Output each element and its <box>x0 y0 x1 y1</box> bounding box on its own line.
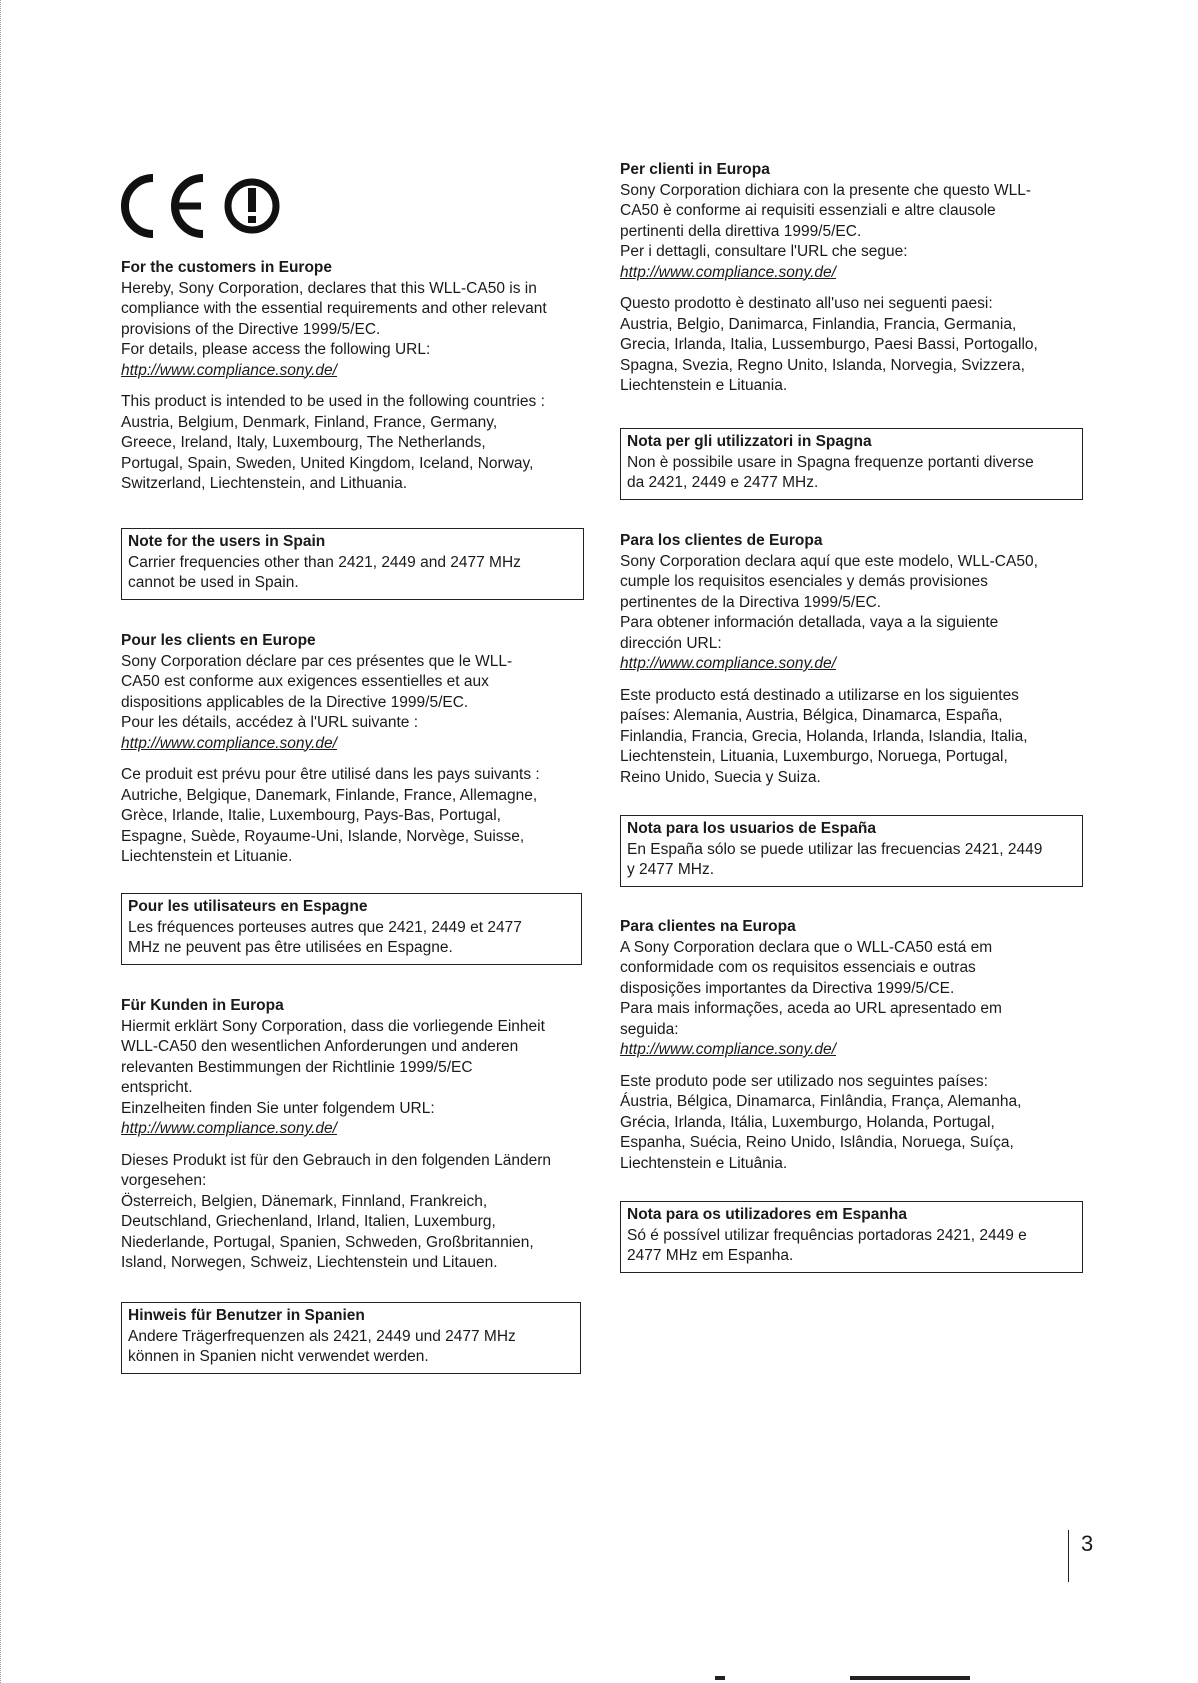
note-line: En España sólo se puede utilizar las frecuencias 2421, 2449 <box>627 840 1043 858</box>
body-line: relevanten Bestimmungen der Richtlinie 1999/5/EC <box>121 1058 473 1076</box>
countries-line: This product is intended to be used in the following countries : <box>121 393 545 410</box>
note-box-french <box>121 893 582 965</box>
note-line: cannot be used in Spain. <box>128 574 299 591</box>
countries-line: Liechtenstein e Lituânia. <box>620 1154 788 1172</box>
section-portuguese <box>620 917 1090 1174</box>
compliance-marks <box>121 170 291 247</box>
body-line: Per i dettagli, consultare l'URL che segue: <box>620 243 908 260</box>
countries-line: países: Alemania, Austria, Bélgica, Dinamarca, España, <box>620 707 1003 724</box>
countries-line: Liechtenstein, Lituania, Luxemburgo, Noruega, Portugal, <box>620 748 1008 765</box>
countries-line: vorgesehen: <box>121 1172 207 1189</box>
section-heading: Pour les clients en Europe <box>121 632 316 649</box>
note-box-italian <box>620 428 1083 500</box>
countries-line: Áustria, Bélgica, Dinamarca, Finlândia, França, Alemanha, <box>620 1093 1022 1110</box>
note-title: Nota para os utilizadores em Espanha <box>627 1206 907 1223</box>
note-line: Andere Trägerfrequenzen als 2421, 2449 und 2477 MHz <box>128 1327 516 1345</box>
note-box-spanish <box>620 815 1083 887</box>
compliance-url: http://www.compliance.sony.de/ <box>121 361 337 379</box>
body-line: Einzelheiten finden Sie unter folgendem URL: <box>121 1099 435 1117</box>
page-number: 3 <box>1068 1530 1093 1582</box>
countries-line: Grécia, Irlanda, Itália, Luxemburgo, Holanda, Portugal, <box>620 1113 995 1131</box>
countries-line: Este producto está destinado a utilizarse en los siguientes <box>620 686 1019 704</box>
countries-line: Espanha, Suécia, Reino Unido, Islândia, Noruega, Suíça, <box>620 1134 1014 1151</box>
countries-line: Liechtenstein et Lituanie. <box>121 848 293 865</box>
body-line: Para mais informações, aceda ao URL apresentado em <box>620 1000 1002 1017</box>
countries-line: Niederlande, Portugal, Spanien, Schweden, Großbritannien, <box>121 1233 534 1251</box>
body-line: Para obtener información detallada, vaya a la siguiente <box>620 614 999 631</box>
body-line: For details, please access the following URL: <box>121 341 431 358</box>
scan-edge <box>0 0 3 1683</box>
countries-line: Island, Norwegen, Schweiz, Liechtenstein und Litauen. <box>121 1254 498 1271</box>
countries-line: Grecia, Irlanda, Italia, Lussemburgo, Paesi Bassi, Portogallo, <box>620 336 1038 353</box>
countries-line: Austria, Belgium, Denmark, Finland, France, Germany, <box>121 413 498 431</box>
alert-class-mark-icon <box>228 182 276 230</box>
body-line: conformidade com os requisitos essenciais e outras <box>620 959 976 976</box>
body-line: seguida: <box>620 1020 679 1038</box>
note-line: Non è possibile usare in Spagna frequenze portanti diverse <box>627 453 1034 471</box>
note-line: 2477 MHz em Espanha. <box>627 1247 794 1264</box>
note-title: Nota per gli utilizzatori in Spagna <box>627 433 872 450</box>
body-line: Sony Corporation dichiara con la presente che questo WLL- <box>620 181 1031 199</box>
countries-line: Questo prodotto è destinato all'uso nei seguenti paesi: <box>620 295 993 312</box>
ce-mark-icon <box>121 170 291 242</box>
countries-line: Austria, Belgio, Danimarca, Finlandia, Francia, Germania, <box>620 315 1017 333</box>
body-line: pertinenti della direttiva 1999/5/EC. <box>620 222 862 240</box>
section-italian <box>620 160 1090 397</box>
section-german <box>121 996 591 1274</box>
countries-line: Österreich, Belgien, Dänemark, Finnland, Frankreich, <box>121 1192 488 1210</box>
body-line: dispositions applicables de la Directive 1999/5/EC. <box>121 693 469 711</box>
body-line: disposições importantes da Directiva 1999/5/CE. <box>620 979 955 997</box>
note-title: Hinweis für Benutzer in Spanien <box>128 1307 365 1324</box>
body-line: WLL-CA50 den wesentlichen Anforderungen und anderen <box>121 1038 519 1055</box>
body-line: entspricht. <box>121 1079 193 1096</box>
countries-line: Finlandia, Francia, Grecia, Holanda, Irlanda, Islandia, Italia, <box>620 727 1028 745</box>
body-line: provisions of the Directive 1999/5/EC. <box>121 320 381 338</box>
countries-line: Spagna, Svezia, Regno Unito, Islanda, Norvegia, Svizzera, <box>620 356 1025 374</box>
print-registration-mark <box>850 1676 970 1680</box>
note-title: Note for the users in Spain <box>128 533 326 550</box>
countries-line: Este produto pode ser utilizado nos seguintes países: <box>620 1072 988 1090</box>
body-line: dirección URL: <box>620 634 722 652</box>
note-title: Pour les utilisateurs en Espagne <box>128 898 368 915</box>
countries-line: Portugal, Spain, Sweden, United Kingdom, Iceland, Norway, <box>121 454 534 472</box>
compliance-url: http://www.compliance.sony.de/ <box>620 263 836 281</box>
note-line: MHz ne peuvent pas être utilisées en Espagne. <box>128 939 453 956</box>
section-heading: Para los clientes de Europa <box>620 532 823 549</box>
compliance-url: http://www.compliance.sony.de/ <box>121 1120 337 1137</box>
body-line: cumple los requisitos esenciales y demás provisiones <box>620 573 988 590</box>
countries-line: Greece, Ireland, Italy, Luxembourg, The Netherlands, <box>121 434 486 451</box>
section-french <box>121 631 591 868</box>
section-spanish <box>620 531 1090 788</box>
note-box-german <box>121 1302 581 1374</box>
note-line: Carrier frequencies other than 2421, 2449 and 2477 MHz <box>128 553 521 571</box>
note-line: y 2477 MHz. <box>627 861 715 878</box>
countries-line: Liechtenstein e Lituania. <box>620 377 788 394</box>
body-line: CA50 è conforme ai requisiti essenziali e altre clausole <box>620 202 996 219</box>
note-line: können in Spanien nicht verwendet werden. <box>128 1348 429 1365</box>
note-line: Les fréquences porteuses autres que 2421, 2449 et 2477 <box>128 918 522 936</box>
countries-line: Espagne, Suède, Royaume-Uni, Islande, Norvège, Suisse, <box>121 827 525 845</box>
countries-line: Autriche, Belgique, Danemark, Finlande, France, Allemagne, <box>121 786 538 804</box>
print-registration-mark <box>715 1676 725 1680</box>
section-heading: Per clienti in Europa <box>620 161 770 178</box>
countries-line: Switzerland, Liechtenstein, and Lithuania. <box>121 475 408 492</box>
note-box-portuguese <box>620 1201 1083 1273</box>
body-line: Sony Corporation déclare par ces présentes que le WLL- <box>121 652 513 670</box>
body-line: CA50 est conforme aux exigences essentielles et aux <box>121 673 489 690</box>
body-line: Sony Corporation declara aquí que este modelo, WLL-CA50, <box>620 552 1038 570</box>
section-heading: For the customers in Europe <box>121 259 333 276</box>
countries-line: Dieses Produkt ist für den Gebrauch in den folgenden Ländern <box>121 1151 551 1169</box>
note-line: da 2421, 2449 e 2477 MHz. <box>627 474 819 491</box>
compliance-url: http://www.compliance.sony.de/ <box>620 655 836 672</box>
section-heading: Para clientes na Europa <box>620 918 796 935</box>
body-line: Hereby, Sony Corporation, declares that this WLL-CA50 is in <box>121 279 537 297</box>
body-line: Hiermit erklärt Sony Corporation, dass die vorliegende Einheit <box>121 1017 545 1035</box>
countries-line: Ce produit est prévu pour être utilisé dans les pays suivants : <box>121 766 540 783</box>
body-line: compliance with the essential requirements and other relevant <box>121 300 547 317</box>
note-title: Nota para los usuarios de España <box>627 820 876 837</box>
countries-line: Reino Unido, Suecia y Suiza. <box>620 768 821 786</box>
countries-line: Deutschland, Griechenland, Irland, Italien, Luxemburg, <box>121 1213 496 1230</box>
note-line: Só é possível utilizar frequências portadoras 2421, 2449 e <box>627 1226 1027 1244</box>
countries-line: Grèce, Irlande, Italie, Luxembourg, Pays-Bas, Portugal, <box>121 807 501 824</box>
compliance-url: http://www.compliance.sony.de/ <box>121 734 337 752</box>
section-heading: Für Kunden in Europa <box>121 997 284 1014</box>
body-line: pertinentes de la Directiva 1999/5/EC. <box>620 593 882 611</box>
body-line: Pour les détails, accédez à l'URL suivante : <box>121 714 419 731</box>
body-line: A Sony Corporation declara que o WLL-CA50 está em <box>620 938 993 956</box>
section-english <box>121 258 591 495</box>
note-box-english <box>121 528 584 600</box>
compliance-url: http://www.compliance.sony.de/ <box>620 1041 836 1058</box>
